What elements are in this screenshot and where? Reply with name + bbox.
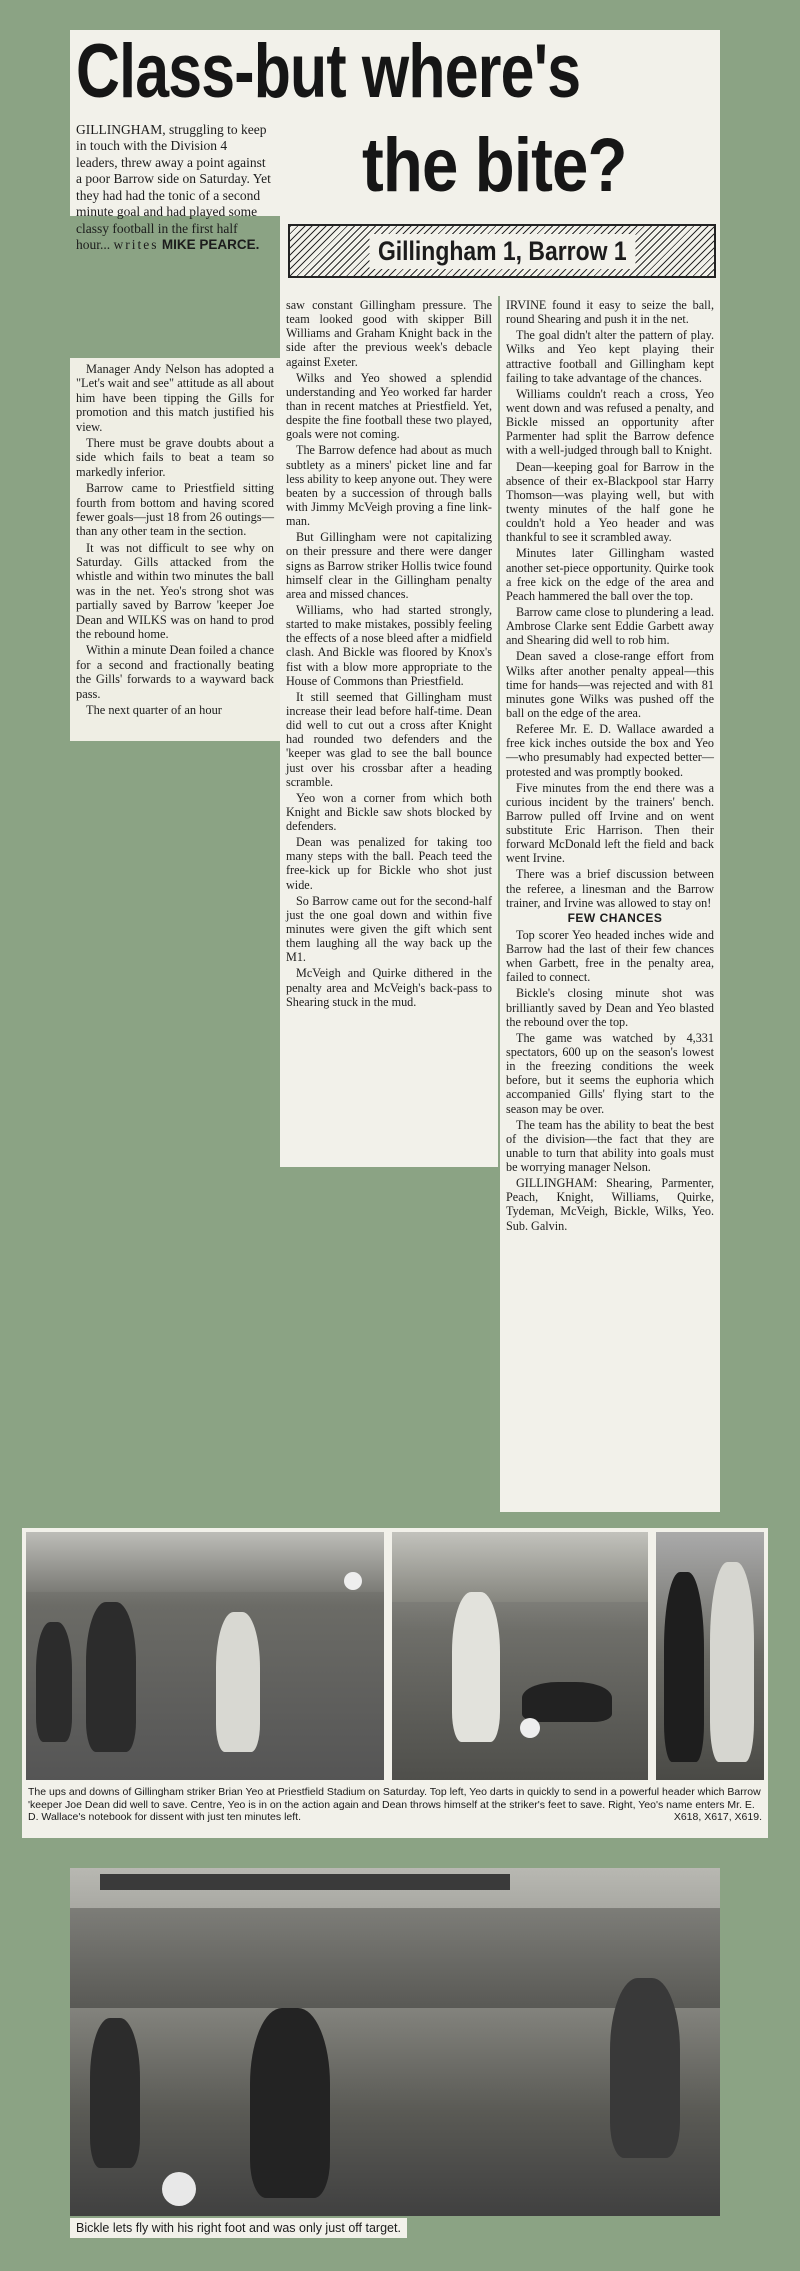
col3-para: Barrow came close to plundering a lead. Ambrose Clarke sent Eddie Garbett away and Shearing did well to rob him.: [506, 604, 714, 648]
col1-para: Manager Andy Nelson has adopted a "Let's wait and see" attitude as all about him have been tipping the Gills for promotion and this match justified his view.: [76, 362, 274, 434]
football-icon: [344, 1572, 362, 1590]
standfirst-writes: writes: [113, 237, 159, 253]
player-figure: [216, 1612, 260, 1752]
stand-roof: [26, 1532, 384, 1592]
standfirst: [76, 122, 272, 254]
col2-para: Dean was penalized for taking too many steps with the ball. Peach teed the free-kick up for Bickle who shot just wide.: [286, 835, 492, 892]
column-1: [70, 358, 280, 741]
referee-figure: [664, 1572, 704, 1762]
col3-para: IRVINE found it easy to seize the ball, round Shearing and push it in the net.: [506, 298, 714, 327]
photo-strip-caption-text: The ups and downs of Gillingham striker Brian Yeo at Priestfield Stadium on Saturday. Top left, Yeo darts in quickly to send in a powerful header which Barrow 'keeper Joe Dean did well to save. Centre, Yeo is in on the action again and Dean throws himself at the striker's feet to save. Right, Yeo's name enters Mr. E. D. Wallace's notebook for dissent with just ten minutes left.: [28, 1786, 761, 1824]
football-icon: [162, 2172, 196, 2206]
col3-para: There was a brief discussion between the referee, a linesman and the Barrow trainer, and Irvine was allowed to stay on!: [506, 867, 714, 910]
col2-para: The Barrow defence had about as much subtlety as a miners' picket line and far less ability to keep anyone out. They were beaten by a succession of through balls with Jimmy McVeigh proving a fine link-man.: [286, 443, 492, 529]
col2-para: Wilks and Yeo showed a splendid understanding and Yeo worked far harder than in recent matches at Priestfield. Yet, despite the fine football these two played, goals were not coming.: [286, 370, 492, 442]
player-figure: [36, 1622, 72, 1742]
stand-roof: [392, 1532, 648, 1602]
stand-roof: [100, 1874, 510, 1890]
score-heading-text: Gillingham 1, Barrow 1: [369, 234, 635, 269]
col1-para: The next quarter of an hour: [86, 702, 222, 717]
player-figure: [710, 1562, 754, 1762]
column-2: [280, 296, 498, 1167]
col3b-para: Bickle's closing minute shot was brilliantly saved by Dean and Yeo blasted the rebound over the top.: [506, 986, 714, 1029]
player-figure: [610, 1978, 680, 2158]
few-chances-heading: FEW CHANCES: [567, 910, 663, 925]
col1-para: There must be grave doubts about a side which fails to beat a team so markedly inferior.: [76, 435, 274, 479]
col3-para: Williams couldn't reach a cross, Yeo went down and was refused a penalty, and Bickle missed an opportunity after Parmenter had split the Barrow defence with a well-judged through ball to Knight.: [506, 386, 714, 458]
headline-line2: the bite?: [362, 123, 627, 208]
player-figure: [452, 1592, 500, 1742]
photo-strip: [22, 1528, 768, 1838]
col3-para: Five minutes from the end there was a curious incident by the trainers' bench. Barrow pulled off Irvine and on went substitute Eric Harrison. Then their forward McDonald left the field and back went Irvine.: [506, 780, 714, 866]
headline-line1: Class-but where's: [76, 29, 581, 114]
bottom-photo-caption: Bickle lets fly with his right foot and was only just off target.: [70, 2218, 407, 2238]
col3b-para: GILLINGHAM: Shearing, Parmenter, Peach, Knight, Williams, Quirke, Tydeman, McVeigh, Bickle, Wilks, Yeo. Sub. Galvin.: [506, 1176, 714, 1233]
col2-para: So Barrow came out for the second-half just the one goal down and within five minutes were given the gift which sent them laughing all the way back up the M1.: [286, 893, 492, 965]
byline: MIKE PEARCE.: [161, 237, 260, 253]
score-heading: [288, 224, 716, 278]
col3-para: Minutes later Gillingham wasted another set-piece opportunity. Quirke took a free kick on the edge of the area and Peach hammered the ball over the top.: [506, 546, 714, 603]
col3-para: Referee Mr. E. D. Wallace awarded a free kick inches outside the box and Yeo—who presumably had expected better—protested and was promptly booked.: [506, 722, 714, 779]
col3b-para: The team has the ability to beat the best of the division—the fact that they are unable to turn that ability into goals must be worrying manager Nelson.: [506, 1117, 714, 1175]
col2-para: Yeo won a corner from which both Knight and Bickle saw shots blocked by defenders.: [286, 790, 492, 834]
score-heading-clipping: [280, 216, 720, 296]
col3-para: Dean—keeping goal for Barrow in the absence of their ex-Blackpool star Harry Thomson—was playing well, but with twenty minutes of the half gone he couldn't hold a Yeo header and was thankful to see it scrambled away.: [506, 459, 714, 545]
col3b-para: Top scorer Yeo headed inches wide and Barrow had the last of their few chances when Garbett, free in the penalty area, failed to connect.: [506, 927, 714, 985]
football-icon: [520, 1718, 540, 1738]
player-figure: [522, 1682, 612, 1722]
col2-para: But Gillingham were not capitalizing on their pressure and there were danger signs as Barrow striker Hollis twice found himself clear in the Gillingham penalty area and missed chances.: [286, 530, 492, 601]
photo-booking: [656, 1532, 764, 1780]
player-figure: [250, 2008, 330, 2198]
standfirst-text: GILLINGHAM, struggling to keep in touch with the Division 4 leaders, threw away a point against a poor Barrow side on Saturday. Yet they had had the tonic of a second minute goal and had played some classy football in the first half hour...: [76, 122, 271, 253]
col1-para: Barrow came to Priestfield sitting fourth from bottom and having scored fewer goals—just 18 from 26 outings—than any other team in the section.: [76, 481, 274, 539]
photo-refs: X618, X617, X619.: [673, 1811, 762, 1824]
col3-para: Dean saved a close-range effort from Wilks after another penalty appeal—this time for hands—was rejected and with 81 minutes gone Wilks was pushed off the ball on the edge of the area.: [506, 649, 714, 720]
column-3: [500, 296, 720, 1512]
photo-bickle-shot: [70, 1868, 720, 2216]
col2-para: McVeigh and Quirke dithered in the penalty area and McVeigh's back-pass to Shearing stuck in the mud.: [286, 966, 492, 1009]
col1-para: Within a minute Dean foiled a chance for a second and fractionally beating the Gills' forwards to a wayward back pass.: [76, 643, 274, 701]
col3-para: The goal didn't alter the pattern of play. Wilks and Yeo kept playing their attractive football and Gillingham kept failing to take advantage of the chances.: [506, 328, 714, 385]
player-figure: [86, 1602, 136, 1752]
player-figure: [90, 2018, 140, 2168]
col2-para: saw constant Gillingham pressure. The team looked good with skipper Bill Williams and Graham Knight back in the side after the previous week's debacle against Exeter.: [286, 298, 492, 369]
photo-strip-caption: [28, 1786, 762, 1824]
col1-para: It was not difficult to see why on Saturday. Gills attacked from the whistle and within two minutes the ball was in the net. Yeo's strong shot was partially saved by Barrow 'keeper Joe Dean and WILKS was on hand to prod the rebound home.: [76, 540, 274, 642]
photo-dean-save: [392, 1532, 648, 1780]
col2-para: Williams, who had started strongly, started to make mistakes, possibly feeling the effects of a nose bleed after a midfield clash. And Bickle was floored by Knox's fist with a blow more appropriate to the House of Commons than Priestfield.: [286, 602, 492, 688]
photo-yeo-header: [26, 1532, 384, 1780]
col3b-para: The game was watched by 4,331 spectators, 600 up on the season's lowest in the freezing conditions the week before, but it seems the euphoria which accompanied Gills' flying start to the season may be over.: [506, 1030, 714, 1116]
col2-para: It still seemed that Gillingham must increase their lead before half-time. Dean did well to cut out a cross after Knight had rounded two defenders and the 'keeper was glad to see the ball bounce just over his crossbar after a heading scramble.: [286, 689, 492, 789]
